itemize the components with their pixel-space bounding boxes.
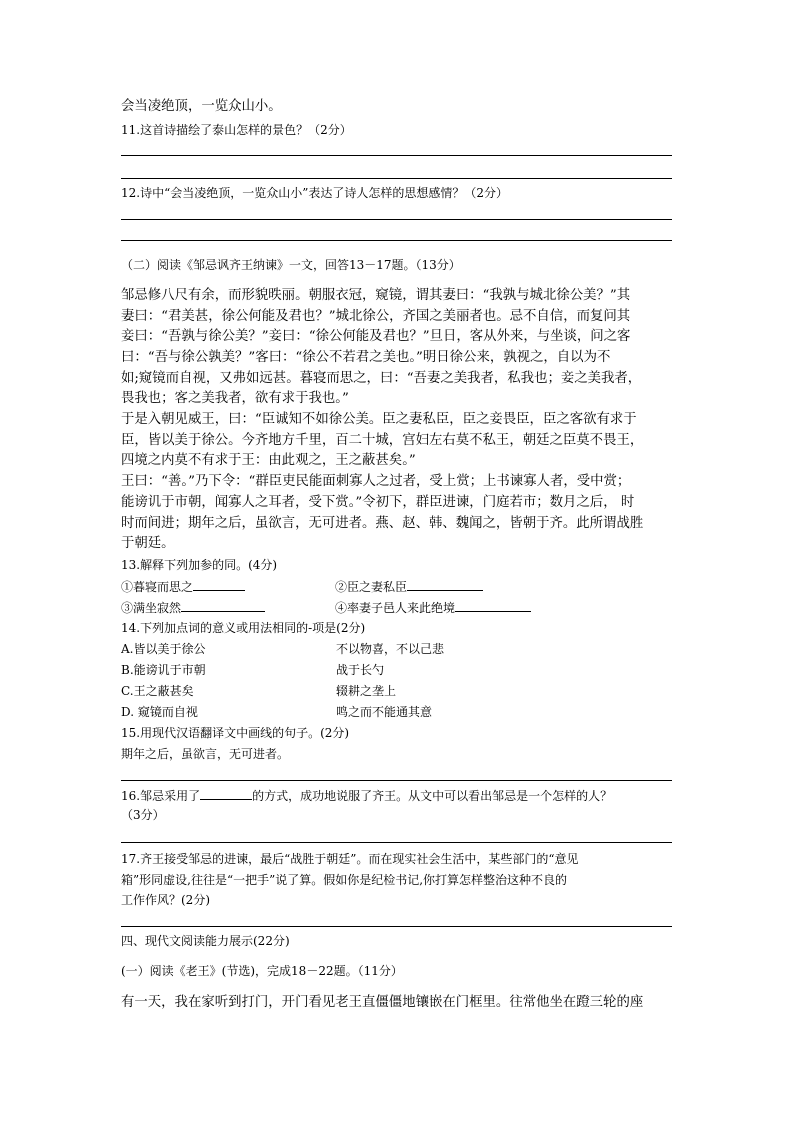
question-16 xyxy=(121,786,701,805)
q16-text-2: 的方式，成功地说服了齐王。从文中可以看出邹忌是一个怎样的人？ xyxy=(252,789,613,803)
q14-a-left: A.皆以美于徐公 xyxy=(121,642,206,656)
passage-line: 臣，皆以美于徐公。今齐地方千里，百二十城，宫妇左右莫不私王，朝廷之臣莫不畏王， xyxy=(121,433,644,448)
poem-line: 会当凌绝顶，一览众山小。 xyxy=(121,99,282,114)
q13-blank-2[interactable] xyxy=(407,577,483,591)
q13-item-2-wrap xyxy=(335,577,483,596)
q15-sentence: 期年之后，虽欲言，无可进者。 xyxy=(121,747,290,761)
q16-score: （3分） xyxy=(121,808,165,822)
q16-blank[interactable] xyxy=(200,786,252,800)
passage-line: 于是入朝见威王，曰：“臣诚知不如徐公美。臣之妻私臣，臣之妾畏臣，臣之客欲有求于 xyxy=(121,412,637,427)
q13-blank-3[interactable] xyxy=(181,598,265,612)
passage-line: 如;窥镜而自视，又弗如远甚。暮寝而思之，曰：“吾妻之美我者，私我也；妾之美我者， xyxy=(121,371,642,386)
passage-line: 妾曰：“吾孰与徐公美？”妾曰：“徐公何能及君也？”旦日，客从外来，与坐谈，问之客 xyxy=(121,329,631,344)
answer-line xyxy=(121,780,672,781)
q14-a-right: 不以物喜，不以己悲 xyxy=(336,642,445,656)
question-17-line: 17.齐王接受邹忌的进谏，最后“战胜于朝廷”。而在现实社会生活中，某些部门的“意见 xyxy=(121,852,579,866)
q13-item-2: ②臣之妻私臣 xyxy=(335,580,408,594)
q16-text-1: 16.邹忌采用了 xyxy=(121,789,201,803)
passage-line: 于朝廷。 xyxy=(121,536,175,551)
q14-b-left: B.能谤讥于市朝 xyxy=(121,663,206,677)
section-2-heading: （二）阅读《邹忌讽齐王纳谏》一文，回答13－17题。（13分） xyxy=(121,258,461,272)
question-17-line: 工作作风？(2分) xyxy=(121,893,210,907)
q14-d-right: 鸣之而不能通其意 xyxy=(336,705,433,719)
q13-item-4: ④率妻子邑人来此绝境 xyxy=(335,601,456,615)
question-17-line: 箱”形同虚设,往往是“一把手”说了算。假如你是纪检书记,你打算怎样整治这种不良的 xyxy=(121,873,568,887)
q14-option-d xyxy=(121,703,676,721)
answer-line xyxy=(121,219,672,220)
passage-line: 曰：“吾与徐公孰美？”客曰：“徐公不若君之美也。”明日徐公来，孰视之，自以为不 xyxy=(121,350,611,365)
question-13-row xyxy=(121,598,676,617)
passage-line: 四境之内莫不有求于王：由此观之，王之蔽甚矣。” xyxy=(121,453,416,468)
passage-line: 畏我也；客之美我者，欲有求于我也。” xyxy=(121,391,349,406)
passage-line: 王曰：“善。”乃下令：“群臣吏民能面刺寡人之过者，受上赏；上书谏寡人者，受中赏； xyxy=(121,474,631,489)
passage-line: 时而间进；期年之后，虽欲言，无可进者。燕、赵、韩、魏闻之，皆朝于齐。此所谓战胜 xyxy=(121,516,644,531)
passage-line: 邹忌修八尺有余，而形貌昳丽。朝服衣冠，窥镜，谓其妻曰：“我孰与城北徐公美？”其 xyxy=(121,288,631,303)
q13-item-3: ③满坐寂然 xyxy=(121,601,182,615)
question-13-row xyxy=(121,577,676,596)
passage-line: 能谤讥于市朝，闻寡人之耳者，受下赏。”令初下，群臣进谏，门庭若市；数月之后， 时 xyxy=(121,495,635,510)
question-14: 14.下列加点词的意义或用法相同的-项是(2分) xyxy=(121,621,366,635)
section-4-heading: 四、现代文阅读能力展示(22分) xyxy=(121,934,290,948)
answer-line xyxy=(121,926,672,927)
answer-line xyxy=(121,155,672,156)
question-15: 15.用现代汉语翻译文中画线的句子。(2分) xyxy=(121,726,350,740)
answer-line xyxy=(121,842,672,843)
q14-d-left: D. 窥镜而自视 xyxy=(121,705,198,719)
q14-c-left: C.王之蔽甚矣 xyxy=(121,684,194,698)
question-11: 11.这首诗描绘了泰山怎样的景色？（2分） xyxy=(121,123,352,137)
answer-line xyxy=(121,178,672,179)
q14-c-right: 辍耕之垄上 xyxy=(336,684,397,698)
section-4-1-heading: (一）阅读《老王》(节选)，完成18－22题。（11分） xyxy=(121,964,403,978)
q14-option-c xyxy=(121,682,676,700)
q13-item-1: ①暮寝而思之 xyxy=(121,580,194,594)
q14-option-a xyxy=(121,640,676,658)
q13-blank-4[interactable] xyxy=(455,598,531,612)
passage-line: 妻曰：“君美甚，徐公何能及君也？”城北徐公，齐国之美丽者也。忌不自信，而复问其 xyxy=(121,309,631,324)
question-12: 12.诗中“会当凌绝顶，一览众山小”表达了诗人怎样的思想感情？（2分） xyxy=(121,186,508,200)
q13-blank-1[interactable] xyxy=(193,577,245,591)
question-13: 13.解释下列加参的同。(4分) xyxy=(121,558,278,572)
q14-b-right: 战于长勺 xyxy=(336,663,385,677)
passage-line: 有一天，我在家听到打门，开门看见老王直僵僵地镶嵌在门框里。往常他坐在蹬三轮的座 xyxy=(121,995,644,1010)
q14-option-b xyxy=(121,661,676,679)
answer-line xyxy=(121,240,672,241)
q13-item-4-wrap xyxy=(335,598,531,617)
